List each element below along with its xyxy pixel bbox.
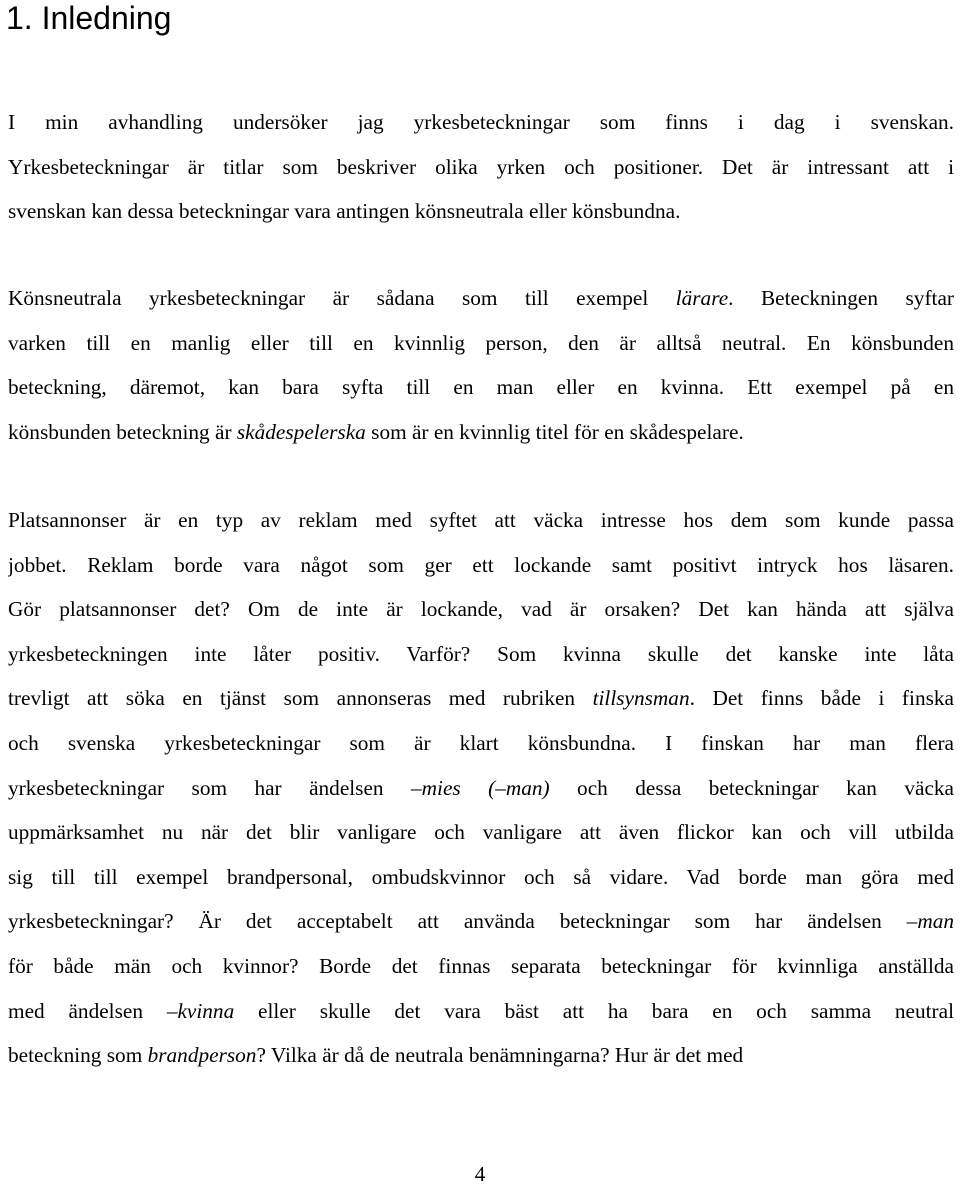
text-run: yrkesbeteckningar som har ändelsen bbox=[8, 775, 411, 800]
section-heading: 1. Inledning bbox=[6, 0, 172, 36]
text-line bbox=[8, 944, 954, 989]
text-line bbox=[8, 543, 954, 588]
text-run: Platsannonser är en typ av reklam med syftet att väcka intresse hos dem som kunde passa bbox=[8, 508, 954, 532]
text-run: . Det finns både i finska bbox=[689, 686, 954, 711]
text-run: med ändelsen bbox=[8, 998, 167, 1023]
text-run: beteckning, däremot, kan bara syfta till en man eller en kvinna. Ett exempel på en bbox=[8, 375, 954, 400]
text-line bbox=[8, 766, 954, 811]
text-run: eller skulle det vara bäst att ha bara en och samma neutral bbox=[234, 998, 954, 1023]
text-run: könsbunden beteckning är bbox=[8, 419, 237, 444]
text-line bbox=[8, 587, 954, 632]
text-line bbox=[8, 189, 954, 234]
text-run: I min avhandling undersöker jag yrkesbeteckningar som finns i dag i svenskan. bbox=[8, 110, 954, 134]
text-line bbox=[8, 676, 954, 721]
paragraph-intro bbox=[8, 100, 954, 234]
page-number: 4 bbox=[474, 1162, 486, 1186]
text-run: trevligt att söka en tjänst som annonseras med rubriken bbox=[8, 686, 593, 711]
text-line bbox=[8, 989, 954, 1034]
italic-term: brandperson bbox=[147, 1043, 257, 1068]
text-line bbox=[8, 100, 954, 145]
text-run: och svenska yrkesbeteckningar som är klart könsbundna. I finskan har man flera bbox=[8, 730, 954, 755]
text-run: för både män och kvinnor? Borde det finnas separata beteckningar för kvinnliga anställda bbox=[8, 953, 954, 978]
text-line bbox=[8, 145, 954, 190]
italic-term: skådespelerska bbox=[236, 419, 366, 444]
text-run: . Beteckningen syftar bbox=[728, 286, 954, 310]
italic-term: lärare bbox=[675, 286, 729, 310]
italic-term: –kvinna bbox=[166, 998, 235, 1023]
italic-term: –man bbox=[906, 909, 954, 934]
text-line bbox=[8, 899, 954, 944]
text-line bbox=[8, 498, 954, 543]
paragraph-job-ads bbox=[8, 498, 954, 1078]
text-run: Yrkesbeteckningar är titlar som beskriver olika yrken och positioner. Det är intressant att i bbox=[8, 154, 954, 179]
text-line bbox=[8, 410, 954, 455]
italic-term: tillsynsman bbox=[592, 686, 690, 711]
text-run: som är en kvinnlig titel för en skådespelare. bbox=[365, 419, 744, 444]
text-line bbox=[8, 632, 954, 677]
text-run: och dessa beteckningar kan väcka bbox=[549, 775, 954, 800]
text-line bbox=[8, 321, 954, 366]
text-run: beteckning som bbox=[8, 1043, 148, 1068]
text-line bbox=[8, 810, 954, 855]
text-run: Gör platsannonser det? Om de inte är lockande, vad är orsaken? Det kan hända att själva bbox=[8, 597, 954, 622]
text-line bbox=[8, 365, 954, 410]
text-line bbox=[8, 855, 954, 900]
text-run: sig till till exempel brandpersonal, ombudskvinnor och så vidare. Vad borde man göra med bbox=[8, 864, 954, 889]
text-run: varken till en manlig eller till en kvinnlig person, den är alltså neutral. En könsbunden bbox=[8, 330, 954, 355]
text-run: uppmärksamhet nu när det blir vanligare och vanligare att även flickor kan och vill utbilda bbox=[8, 820, 954, 845]
text-line bbox=[8, 1033, 954, 1078]
text-line bbox=[8, 276, 954, 321]
text-line bbox=[8, 721, 954, 766]
text-run: yrkesbeteckningar? Är det acceptabelt att använda beteckningar som har ändelsen bbox=[8, 909, 907, 934]
italic-term: –mies (–man) bbox=[411, 775, 550, 800]
text-run: jobbet. Reklam borde vara något som ger ett lockande samt positivt intryck hos läsaren. bbox=[8, 552, 954, 577]
text-run: yrkesbeteckningen inte låter positiv. Varför? Som kvinna skulle det kanske inte låta bbox=[8, 641, 954, 666]
text-run: Könsneutrala yrkesbeteckningar är sådana som till exempel bbox=[8, 286, 676, 310]
paragraph-gender-neutral bbox=[8, 276, 954, 454]
text-run: svenskan kan dessa beteckningar vara antingen könsneutrala eller könsbundna. bbox=[8, 199, 681, 224]
text-run: ? Vilka är då de neutrala benämningarna? Hur är det med bbox=[256, 1043, 744, 1068]
